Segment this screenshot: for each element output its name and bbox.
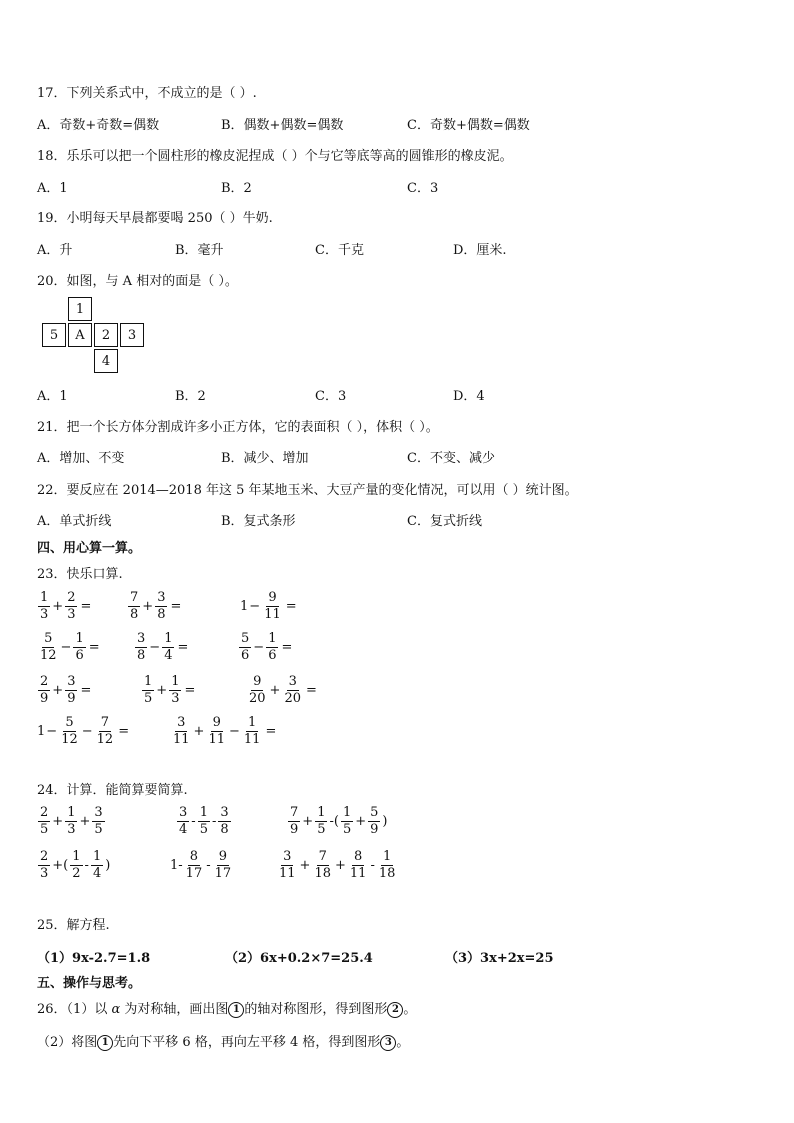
q17-option-b[interactable]: B．偶数+偶数=偶数 (221, 118, 344, 133)
q23-expr-1: $\frac{1}{3}$ + $\frac{2}{3}$ = (40, 590, 92, 623)
fraction: $\frac{1}{4}$ (92, 849, 102, 882)
fraction: $\frac{1}{5}$ (144, 674, 153, 707)
q20-option-b[interactable]: B．2 (175, 389, 206, 404)
fraction: $\frac{1}{18}$ (378, 849, 396, 882)
q19-option-c[interactable]: C．千克 (315, 243, 364, 258)
fraction: $\frac{1}{5}$ (317, 805, 326, 838)
fraction: $\frac{9}{11}$ (264, 590, 281, 623)
q23-expr-2: $\frac{7}{8}$ + $\frac{3}{8}$ = (130, 590, 182, 623)
q23-expr-3: 1 − $\frac{9}{11}$ = (240, 590, 297, 623)
fraction: $\frac{3}{5}$ (94, 805, 103, 838)
fraction: $\frac{7}{12}$ (96, 715, 114, 748)
fraction: $\frac{2}{9}$ (40, 674, 49, 707)
fraction: $\frac{2}{3}$ (40, 849, 49, 882)
fraction: $\frac{3}{4}$ (179, 805, 188, 838)
q23-expr-5: $\frac{3}{8}$ − $\frac{1}{4}$ = (137, 631, 189, 664)
q23-expr-6: $\frac{5}{6}$ − $\frac{1}{6}$ = (241, 631, 293, 664)
fraction: $\frac{1}{3}$ (40, 590, 49, 623)
q25-stem: 25．解方程. (37, 918, 110, 933)
q25-equation-3: （3）3x+2x=25 (445, 951, 554, 966)
q24-expr-4: $\frac{2}{3}$ +( $\frac{1}{2}$ - $\frac{1}{4}$ ) (40, 849, 111, 882)
fraction: $\frac{3}{11}$ (279, 849, 296, 882)
fraction: $\frac{3}{9}$ (67, 674, 76, 707)
fraction: $\frac{3}{8}$ (157, 590, 166, 623)
q24-expr-6: $\frac{3}{11}$ + $\frac{7}{18}$ + $\frac{8}{11}$ - $\frac{1}{18}$ (279, 849, 396, 882)
fraction: $\frac{1}{11}$ (243, 715, 261, 748)
fraction: $\frac{8}{17}$ (185, 849, 203, 882)
q23-expr-10: 1 − $\frac{5}{12}$ − $\frac{7}{12}$ = (37, 715, 130, 748)
q23-expr-8: $\frac{1}{5}$ + $\frac{1}{3}$ = (144, 674, 196, 707)
fraction: $\frac{8}{11}$ (349, 849, 367, 882)
q20-stem: 20．如图，与 A 相对的面是（ ）。 (37, 274, 238, 289)
q17-option-a[interactable]: A．奇数+奇数=偶数 (37, 118, 160, 133)
fraction: $\frac{9}{17}$ (214, 849, 232, 882)
fraction: $\frac{1}{2}$ (72, 849, 81, 882)
circled-number-1-icon: 1 (97, 1035, 113, 1051)
q17-option-c[interactable]: C．奇数+偶数=偶数 (407, 118, 530, 133)
q18-stem: 18．乐乐可以把一个圆柱形的橡皮泥捏成（ ）个与它等底等高的圆锥形的橡皮泥。 (37, 149, 513, 164)
q22-stem: 22．要反应在 2014—2018 年这 5 年某地玉米、大豆产量的变化情况，可以用（ ）统计图。 (37, 483, 578, 498)
fraction: $\frac{2}{5}$ (40, 805, 49, 838)
q19-option-a[interactable]: A．升 (37, 243, 73, 258)
net-face-middle-right: 2 (94, 323, 118, 347)
q18-option-c[interactable]: C．3 (407, 181, 439, 196)
q24-expr-3: $\frac{7}{9}$ + $\frac{1}{5}$ -( $\frac{1}{5}$ + $\frac{5}{9}$ ) (290, 805, 388, 838)
fraction: $\frac{7}{18}$ (314, 849, 331, 882)
q19-option-b[interactable]: B．毫升 (175, 243, 224, 258)
q24-expr-1: $\frac{2}{5}$ + $\frac{1}{3}$ + $\frac{3}{5}$ (40, 805, 103, 838)
fraction: $\frac{7}{8}$ (130, 590, 139, 623)
q24-expr-2: $\frac{3}{4}$ - $\frac{1}{5}$ - $\frac{3}{8}$ (179, 805, 229, 838)
net-face-top: 1 (68, 297, 92, 321)
fraction: $\frac{5}{6}$ (241, 631, 250, 664)
fraction: $\frac{1}{6}$ (268, 631, 277, 664)
q26-part-2: （2）将图 1 先向下平移 6 格，再向左平移 4 格，得到图形 3 。 (37, 1035, 410, 1050)
circled-number-1-icon: 1 (228, 1002, 244, 1018)
circled-number-2-icon: 2 (387, 1002, 403, 1018)
fraction: $\frac{9}{11}$ (208, 715, 225, 748)
q23-expr-4: $\frac{5}{12}$ − $\frac{1}{6}$ = (40, 631, 100, 664)
net-face-right: 3 (120, 323, 144, 347)
q22-option-c[interactable]: C．复式折线 (407, 514, 482, 529)
q21-option-b[interactable]: B．减少、增加 (221, 451, 309, 466)
q21-option-c[interactable]: C．不变、减少 (407, 451, 495, 466)
fraction: $\frac{2}{3}$ (67, 590, 76, 623)
q18-option-a[interactable]: A．1 (37, 181, 68, 196)
fraction: $\frac{7}{9}$ (290, 805, 299, 838)
q24-expr-5: 1- $\frac{8}{17}$ - $\frac{9}{17}$ (170, 849, 232, 882)
fraction: $\frac{1}{6}$ (75, 631, 84, 664)
net-face-a: A (68, 323, 92, 347)
q18-option-b[interactable]: B．2 (221, 181, 252, 196)
fraction: $\frac{3}{20}$ (284, 674, 301, 707)
fraction: $\frac{5}{12}$ (40, 631, 57, 664)
q20-option-a[interactable]: A．1 (37, 389, 68, 404)
q23-stem: 23．快乐口算. (37, 567, 123, 582)
fraction: $\frac{9}{20}$ (249, 674, 266, 707)
fraction: $\frac{5}{12}$ (61, 715, 78, 748)
section-4-heading: 四、用心算一算。 (37, 541, 142, 556)
alpha-axis-symbol: α (111, 1002, 121, 1017)
fraction: $\frac{5}{9}$ (370, 805, 379, 838)
fraction: $\frac{1}{5}$ (342, 805, 352, 838)
fraction: $\frac{3}{8}$ (137, 631, 146, 664)
q22-option-b[interactable]: B．复式条形 (221, 514, 296, 529)
net-face-left: 5 (42, 323, 66, 347)
q22-option-a[interactable]: A．单式折线 (37, 514, 112, 529)
q23-expr-7: $\frac{2}{9}$ + $\frac{3}{9}$ = (40, 674, 92, 707)
fraction: $\frac{1}{5}$ (199, 805, 208, 838)
circled-number-3-icon: 3 (380, 1035, 396, 1051)
section-5-heading: 五、操作与思考。 (37, 976, 142, 991)
fraction: $\frac{1}{4}$ (164, 631, 173, 664)
q24-stem: 24．计算．能简算要简算. (37, 783, 188, 798)
q21-stem: 21．把一个长方体分割成许多小正方体，它的表面积（ ），体积（ ）。 (37, 420, 439, 435)
q20-option-c[interactable]: C．3 (315, 389, 347, 404)
q25-equation-2: （2）6x+0.2×7=25.4 (225, 951, 373, 966)
fraction: $\frac{1}{3}$ (171, 674, 180, 707)
q23-expr-11: $\frac{3}{11}$ + $\frac{9}{11}$ − $\frac{1}{11}$ = (173, 715, 277, 748)
q19-option-d[interactable]: D．厘米. (453, 243, 507, 258)
q23-expr-9: $\frac{9}{20}$ + $\frac{3}{20}$ = (249, 674, 317, 707)
net-face-bottom: 4 (94, 349, 118, 373)
q26-part-1: 26．（1）以 α 为对称轴，画出图 1 的轴对称图形，得到图形 2 。 (37, 1002, 417, 1017)
q25-equation-1: （1）9x-2.7=1.8 (37, 951, 151, 966)
fraction: $\frac{3}{8}$ (220, 805, 229, 838)
q17-stem: 17．下列关系式中，不成立的是（ ）. (37, 86, 257, 101)
q20-option-d[interactable]: D．4 (453, 389, 485, 404)
q19-stem: 19．小明每天早晨都要喝 250（ ）牛奶. (37, 211, 273, 226)
cube-net-diagram (42, 297, 146, 375)
fraction: $\frac{1}{3}$ (67, 805, 76, 838)
fraction: $\frac{3}{11}$ (173, 715, 190, 748)
q21-option-a[interactable]: A．增加、不变 (37, 451, 125, 466)
